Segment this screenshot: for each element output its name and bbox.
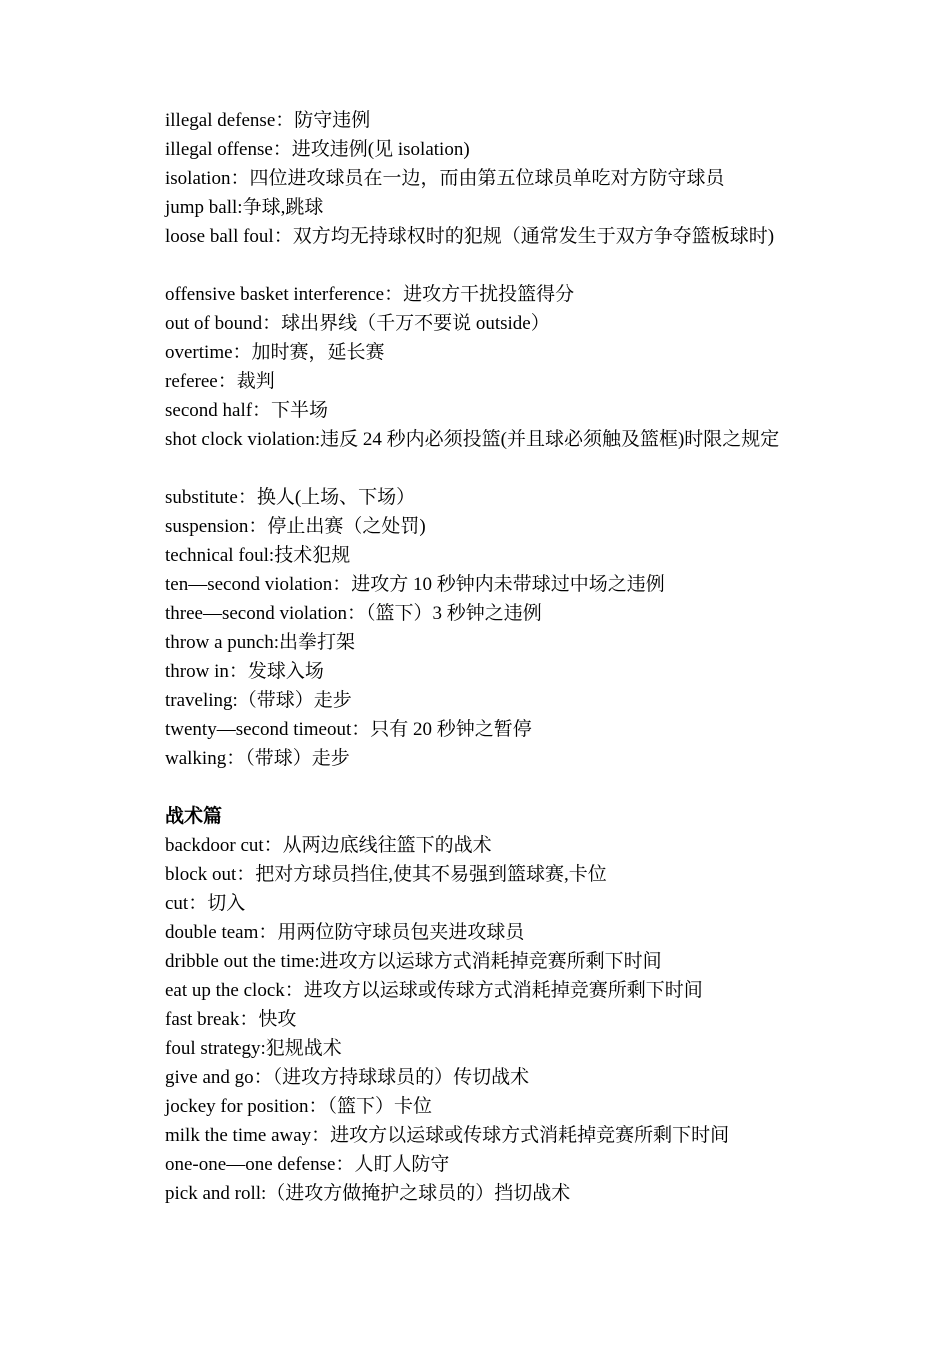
term-line: foul strategy:犯规战术 (165, 1038, 342, 1059)
term-line: milk the time away：进攻方以运球或传球方式消耗掉竞赛所剩下时间 (165, 1125, 730, 1146)
blank-line (165, 454, 925, 483)
term-line: double team：用两位防守球员包夹进攻球员 (165, 922, 525, 943)
term-line: technical foul:技术犯规 (165, 545, 351, 566)
term-line: dribble out the time:进攻方以运球方式消耗掉竞赛所剩下时间 (165, 951, 662, 972)
term-line: jockey for position：（篮下）卡位 (165, 1096, 433, 1117)
term-line: out of bound：球出界线（千万不要说 outside） (165, 313, 550, 334)
term-line: fast break：快攻 (165, 1009, 297, 1030)
term-line: eat up the clock：进攻方以运球或传球方式消耗掉竞赛所剩下时间 (165, 980, 703, 1001)
term-line: backdoor cut：从两边底线往篮下的战术 (165, 835, 492, 856)
term-line: jump ball:争球,跳球 (165, 197, 324, 218)
term-line: suspension：停止出赛（之处罚) (165, 516, 426, 537)
term-line: referee：裁判 (165, 371, 275, 392)
term-line: throw a punch:出拳打架 (165, 632, 355, 653)
term-line: shot clock violation:违反 24 秒内必须投篮(并且球必须触及篮框)时限之规定 (165, 429, 780, 450)
term-line: pick and roll:（进攻方做掩护之球员的）挡切战术 (165, 1183, 571, 1204)
term-line: one-one—one defense：人盯人防守 (165, 1154, 450, 1175)
term-line: give and go：（进攻方持球球员的）传切战术 (165, 1067, 530, 1088)
term-line: illegal defense：防守违例 (165, 110, 371, 131)
term-line: cut：切入 (165, 893, 246, 914)
term-line: offensive basket interference：进攻方干扰投篮得分 (165, 284, 575, 305)
term-line: illegal offense：进攻违例(见 isolation) (165, 139, 470, 160)
term-line: second half：下半场 (165, 400, 329, 421)
term-line: isolation：四位进攻球员在一边，而由第五位球员单吃对方防守球员 (165, 168, 725, 189)
term-line: walking：（带球）走步 (165, 748, 350, 769)
blank-line (165, 251, 925, 280)
term-line: three—second violation：（篮下）3 秒钟之违例 (165, 603, 542, 624)
blank-line (165, 773, 925, 802)
term-line: overtime：加时赛，延长赛 (165, 342, 385, 363)
term-line: throw in：发球入场 (165, 661, 324, 682)
term-line: substitute：换人(上场、下场） (165, 487, 416, 508)
section-heading: 战术篇 (165, 806, 223, 827)
document-content (165, 106, 925, 1208)
term-line: ten—second violation：进攻方 10 秒钟内未带球过中场之违例 (165, 574, 665, 595)
term-line: loose ball foul：双方均无持球权时的犯规（通常发生于双方争夺篮板球时) (165, 226, 775, 247)
term-line: twenty—second timeout：只有 20 秒钟之暂停 (165, 719, 532, 740)
term-line: traveling:（带球）走步 (165, 690, 352, 711)
term-line: block out：把对方球员挡住,使其不易强到篮球赛,卡位 (165, 864, 607, 885)
